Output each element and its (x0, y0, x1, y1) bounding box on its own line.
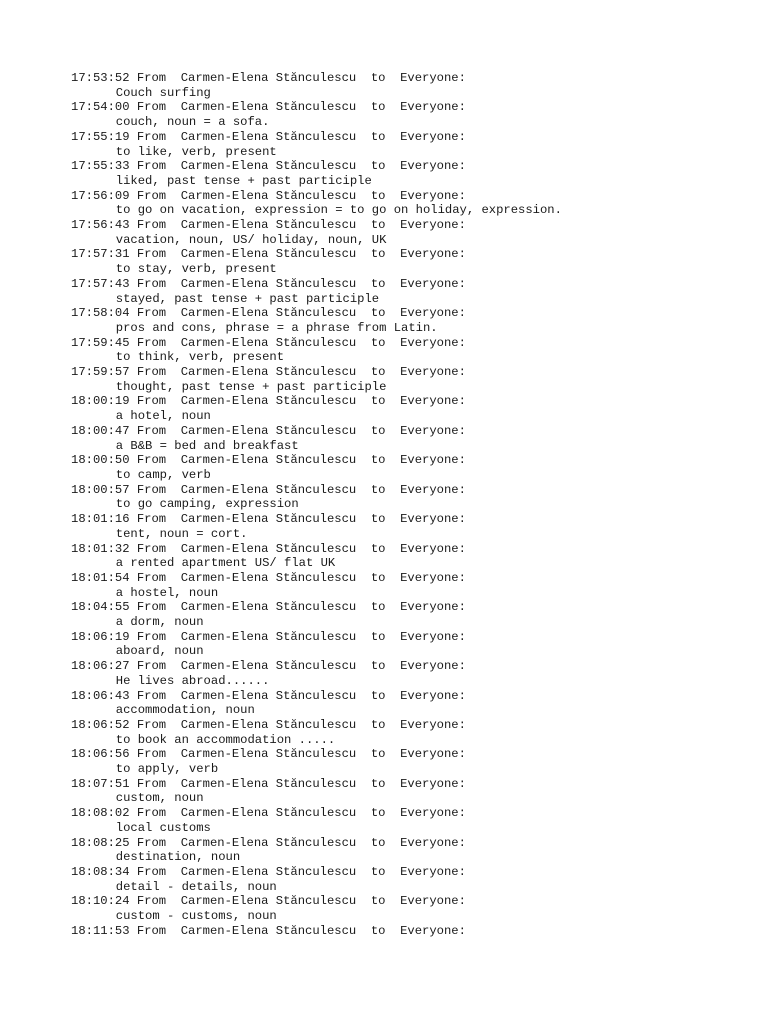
chat-transcript (71, 71, 562, 938)
chat-message (71, 747, 562, 776)
chat-message (71, 865, 562, 894)
message-header: 18:00:57 From Carmen-Elena Stănculescu to Everyone: (71, 482, 466, 497)
message-text: to apply, verb (115, 762, 219, 777)
chat-message (71, 394, 562, 423)
chat-message (71, 689, 562, 718)
chat-message (71, 924, 562, 939)
message-header: 17:57:31 From Carmen-Elena Stănculescu to Everyone: (71, 247, 466, 262)
chat-message (71, 247, 562, 276)
chat-message (71, 777, 562, 806)
message-text: to like, verb, present (115, 144, 277, 159)
chat-message (71, 806, 562, 835)
chat-message (71, 571, 562, 600)
chat-message (71, 130, 562, 159)
message-header: 18:11:53 From Carmen-Elena Stănculescu to Everyone: (71, 923, 466, 938)
chat-message (71, 453, 562, 482)
message-header: 18:06:52 From Carmen-Elena Stănculescu to Everyone: (71, 717, 466, 732)
message-header: 17:53:52 From Carmen-Elena Stănculescu to Everyone: (71, 71, 466, 85)
message-header: 18:06:43 From Carmen-Elena Stănculescu to Everyone: (71, 688, 466, 703)
message-text: custom - customs, noun (115, 909, 277, 924)
message-header: 17:55:33 From Carmen-Elena Stănculescu to Everyone: (71, 159, 466, 174)
message-header: 18:01:16 From Carmen-Elena Stănculescu to Everyone: (71, 512, 466, 527)
message-text: to stay, verb, present (115, 262, 277, 277)
message-text: Couch surfing (115, 85, 211, 100)
chat-message (71, 659, 562, 688)
message-text: a rented apartment US/ flat UK (115, 556, 336, 571)
message-header: 18:00:19 From Carmen-Elena Stănculescu to Everyone: (71, 394, 466, 409)
message-header: 17:58:04 From Carmen-Elena Stănculescu to Everyone: (71, 306, 466, 321)
message-text: a hostel, noun (115, 585, 219, 600)
chat-message (71, 424, 562, 453)
message-header: 17:59:45 From Carmen-Elena Stănculescu to Everyone: (71, 335, 466, 350)
message-text: to go on vacation, expression = to go on holiday, expression. (115, 203, 562, 218)
message-header: 17:56:43 From Carmen-Elena Stănculescu to Everyone: (71, 218, 466, 233)
chat-message (71, 71, 562, 100)
message-header: 17:59:57 From Carmen-Elena Stănculescu to Everyone: (71, 365, 466, 380)
message-header: 17:54:00 From Carmen-Elena Stănculescu to Everyone: (71, 100, 466, 115)
message-text: destination, noun (115, 850, 241, 865)
message-header: 18:06:56 From Carmen-Elena Stănculescu to Everyone: (71, 747, 466, 762)
message-header: 18:06:27 From Carmen-Elena Stănculescu to Everyone: (71, 659, 466, 674)
message-text: to go camping, expression (115, 497, 299, 512)
message-header: 18:08:02 From Carmen-Elena Stănculescu to Everyone: (71, 806, 466, 821)
message-text: detail - details, noun (115, 879, 277, 894)
chat-message (71, 836, 562, 865)
chat-message (71, 218, 562, 247)
message-text: a B&B = bed and breakfast (115, 438, 299, 453)
message-header: 18:00:47 From Carmen-Elena Stănculescu to Everyone: (71, 423, 466, 438)
message-header: 18:01:54 From Carmen-Elena Stănculescu to Everyone: (71, 570, 466, 585)
message-header: 18:01:32 From Carmen-Elena Stănculescu to Everyone: (71, 541, 466, 556)
message-header: 18:06:19 From Carmen-Elena Stănculescu to Everyone: (71, 629, 466, 644)
message-header: 18:07:51 From Carmen-Elena Stănculescu to Everyone: (71, 776, 466, 791)
chat-message (71, 365, 562, 394)
chat-message (71, 159, 562, 188)
chat-message (71, 100, 562, 129)
chat-message (71, 277, 562, 306)
message-header: 18:04:55 From Carmen-Elena Stănculescu to Everyone: (71, 600, 466, 615)
chat-message (71, 718, 562, 747)
message-text: custom, noun (115, 791, 204, 806)
message-text: aboard, noun (115, 644, 204, 659)
message-text: a dorm, noun (115, 615, 204, 630)
message-text: to camp, verb (115, 467, 211, 482)
message-header: 18:08:25 From Carmen-Elena Stănculescu to Everyone: (71, 835, 466, 850)
message-text: accommodation, noun (115, 703, 255, 718)
chat-message (71, 306, 562, 335)
chat-message (71, 189, 562, 218)
message-text: a hotel, noun (115, 409, 211, 424)
message-header: 17:56:09 From Carmen-Elena Stănculescu to Everyone: (71, 188, 466, 203)
message-header: 18:00:50 From Carmen-Elena Stănculescu to Everyone: (71, 453, 466, 468)
chat-message (71, 542, 562, 571)
chat-message (71, 600, 562, 629)
chat-message (71, 483, 562, 512)
message-text: to think, verb, present (115, 350, 285, 365)
chat-message (71, 894, 562, 923)
message-text: to book an accommodation ..... (115, 732, 336, 747)
message-header: 18:10:24 From Carmen-Elena Stănculescu to Everyone: (71, 894, 466, 909)
message-header: 17:55:19 From Carmen-Elena Stănculescu to Everyone: (71, 129, 466, 144)
message-text: stayed, past tense + past participle (115, 291, 380, 306)
chat-message (71, 512, 562, 541)
message-header: 17:57:43 From Carmen-Elena Stănculescu to Everyone: (71, 276, 466, 291)
message-text: pros and cons, phrase = a phrase from Latin. (115, 320, 438, 335)
message-text: local customs (115, 820, 211, 835)
message-text: tent, noun = cort. (115, 526, 248, 541)
message-text: thought, past tense + past participle (115, 379, 387, 394)
message-text: He lives abroad...... (115, 673, 270, 688)
chat-message (71, 630, 562, 659)
chat-message (71, 336, 562, 365)
message-text: couch, noun = a sofa. (115, 115, 270, 130)
message-header: 18:08:34 From Carmen-Elena Stănculescu to Everyone: (71, 864, 466, 879)
message-text: vacation, noun, US/ holiday, noun, UK (115, 232, 387, 247)
message-text: liked, past tense + past participle (115, 173, 372, 188)
